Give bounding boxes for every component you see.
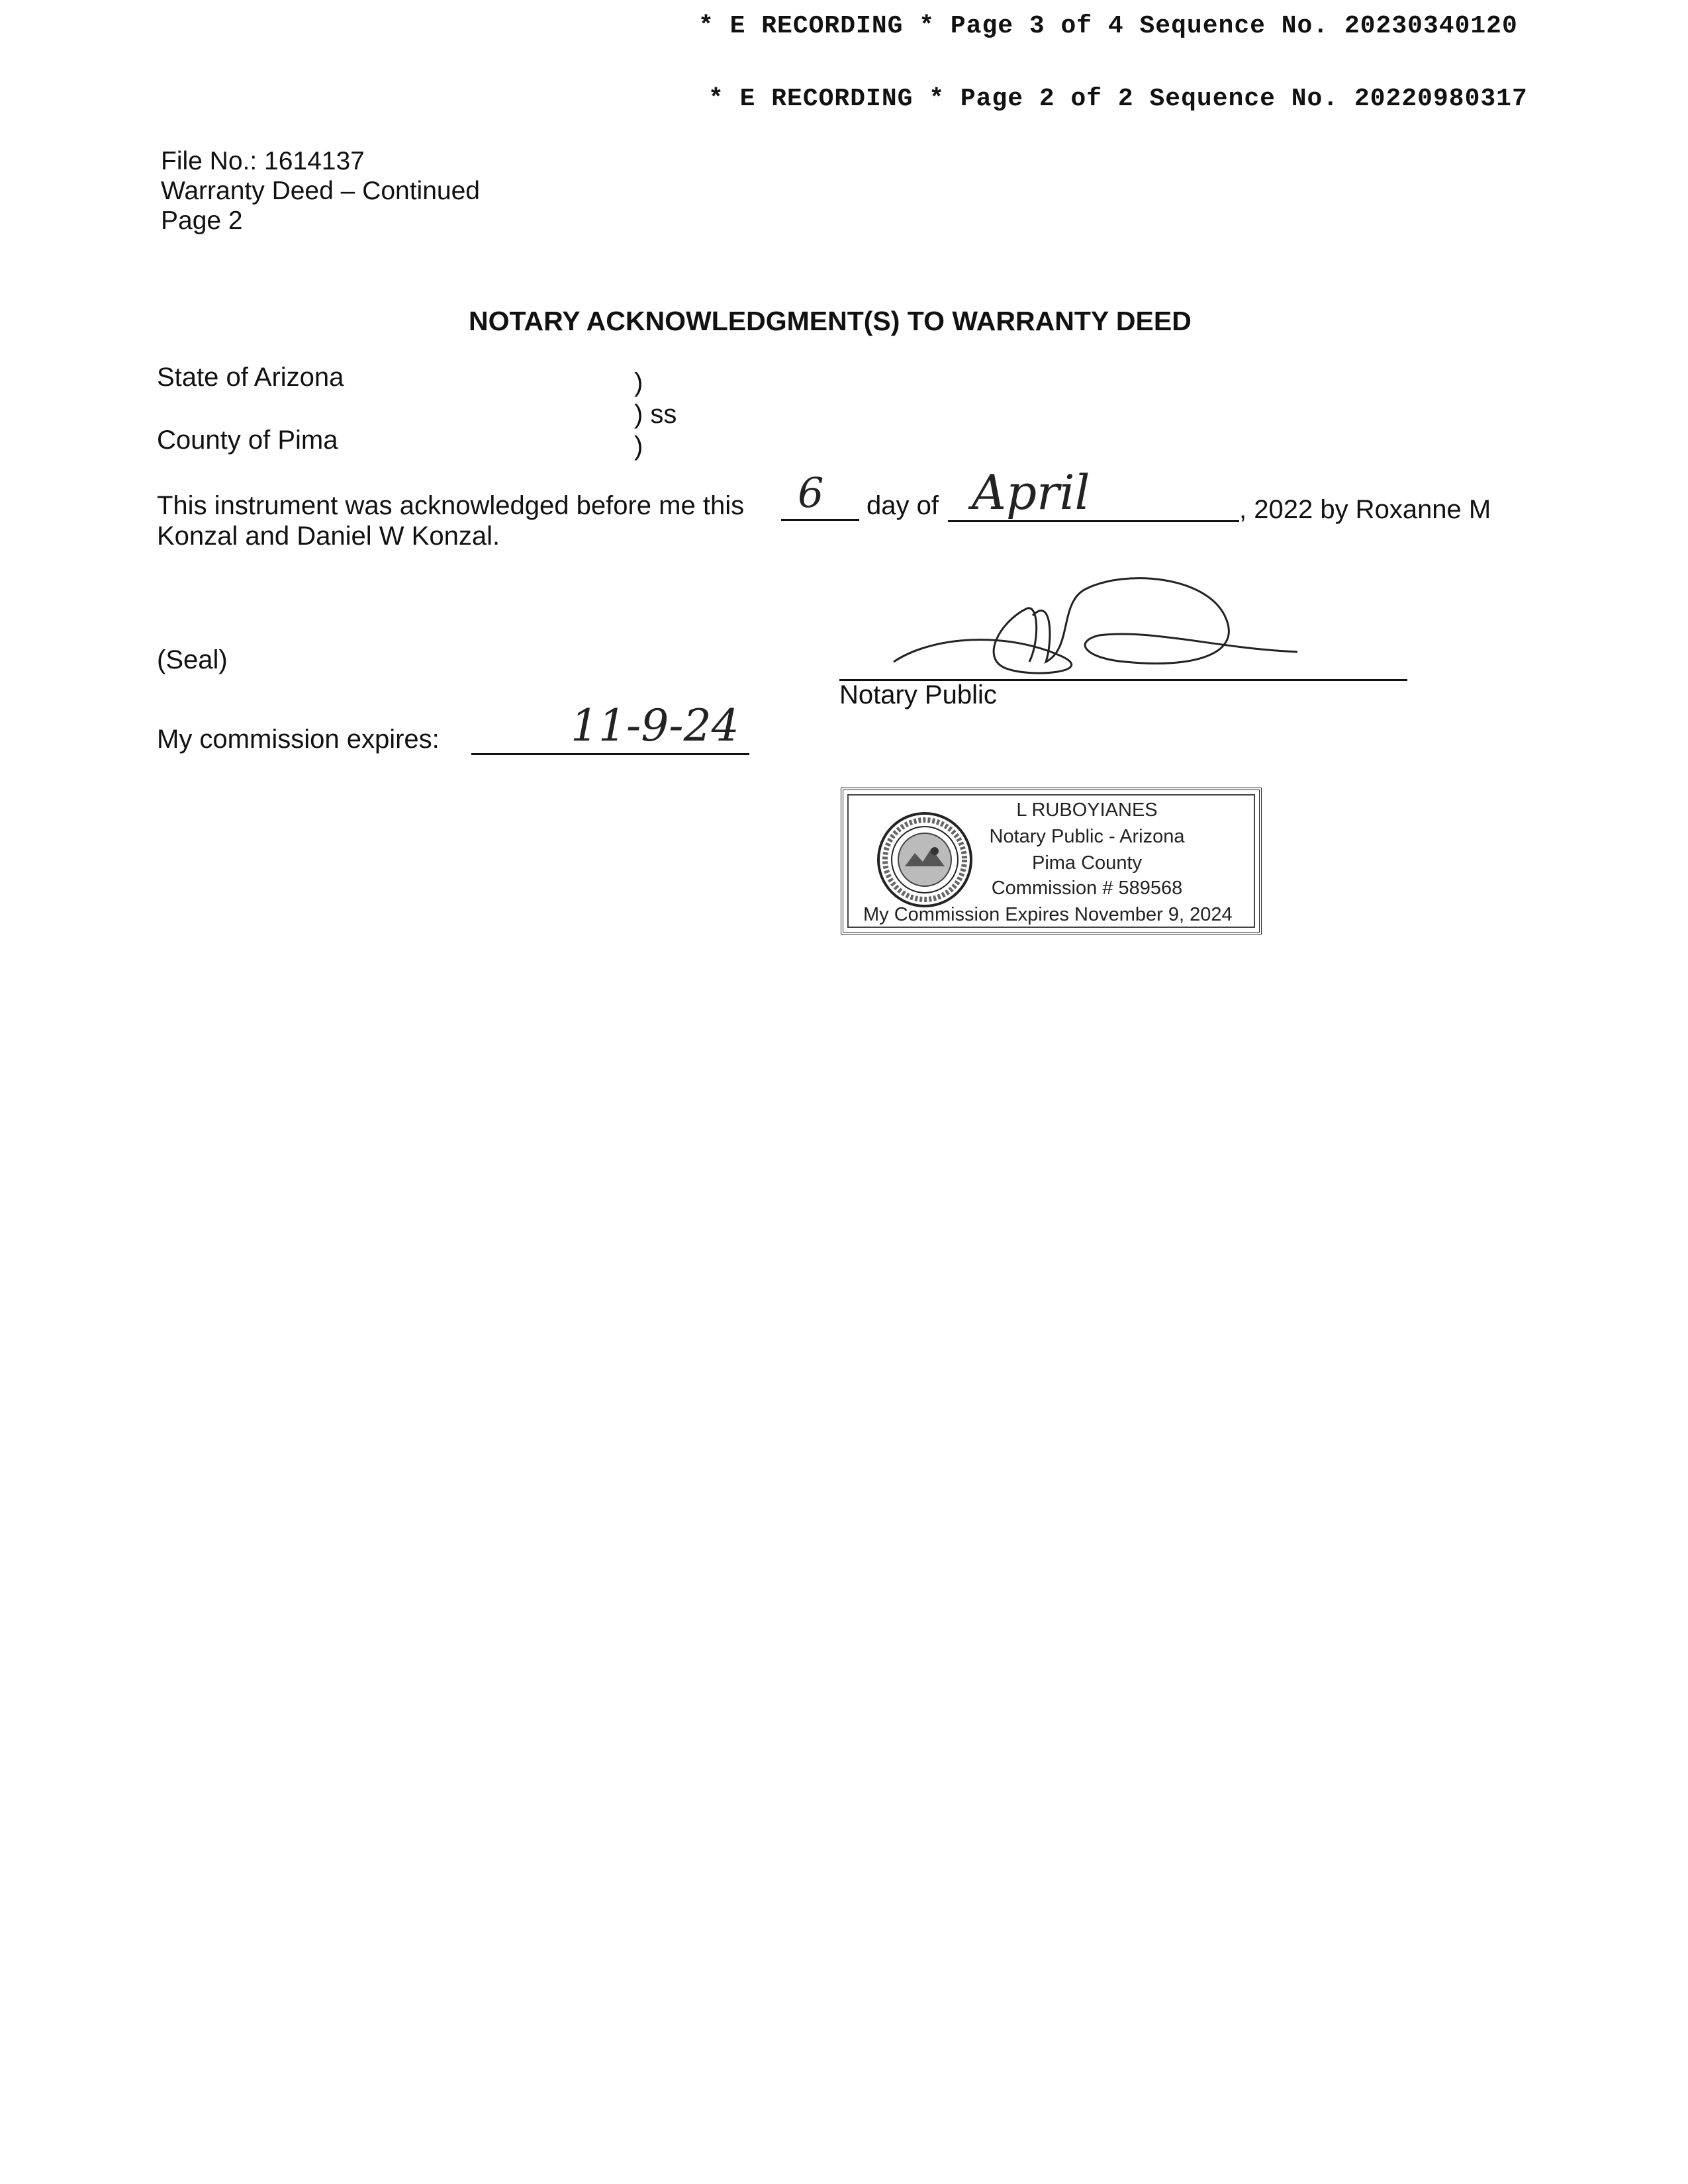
stamp-notary-title: Notary Public - Arizona [989,826,1185,847]
commission-date-handwritten: 11-9-24 [571,700,739,751]
venue-paren-ss: ) ss [634,400,677,429]
notary-acknowledgment-title: NOTARY ACKNOWLEDGMENT(S) TO WARRANTY DEED [469,306,1192,336]
seal-label: (Seal) [157,645,228,674]
ack-text-before-day: This instrument was acknowledged before me this [157,491,745,520]
stamp-commission-number: Commission # 589568 [991,878,1183,899]
venue-paren-bottom: ) [634,432,643,461]
file-number: File No.: 1614137 [161,147,365,175]
ack-text-day-of: day of [867,491,939,520]
document-title: Warranty Deed – Continued [161,177,480,205]
day-handwritten: 6 [798,469,824,517]
venue-paren-top: ) [634,368,643,397]
recording-header-secondary: * E RECORDING * Page 2 of 2 Sequence No. 20220980317 [708,85,1528,113]
ack-text-line-2: Konzal and Daniel W Konzal. [157,522,500,551]
ack-text-after-month: , 2022 by Roxanne M [1239,495,1491,524]
page-label: Page 2 [161,206,243,235]
stamp-county: Pima County [1031,852,1142,874]
commission-expires-label: My commission expires: [157,725,440,754]
signature-caption: Notary Public [839,680,997,709]
venue-state: State of Arizona [157,363,344,392]
stamp-expiration: My Commission Expires November 9, 2024 [863,904,1233,925]
notary-stamp [841,788,1262,934]
month-handwritten: April [972,465,1090,520]
signature-line [839,649,1407,681]
stamp-notary-name: L RUBOYIANES [1016,799,1158,821]
venue-county: County of Pima [157,426,338,455]
recording-header-primary: * E RECORDING * Page 3 of 4 Sequence No. 20230340120 [698,12,1518,40]
